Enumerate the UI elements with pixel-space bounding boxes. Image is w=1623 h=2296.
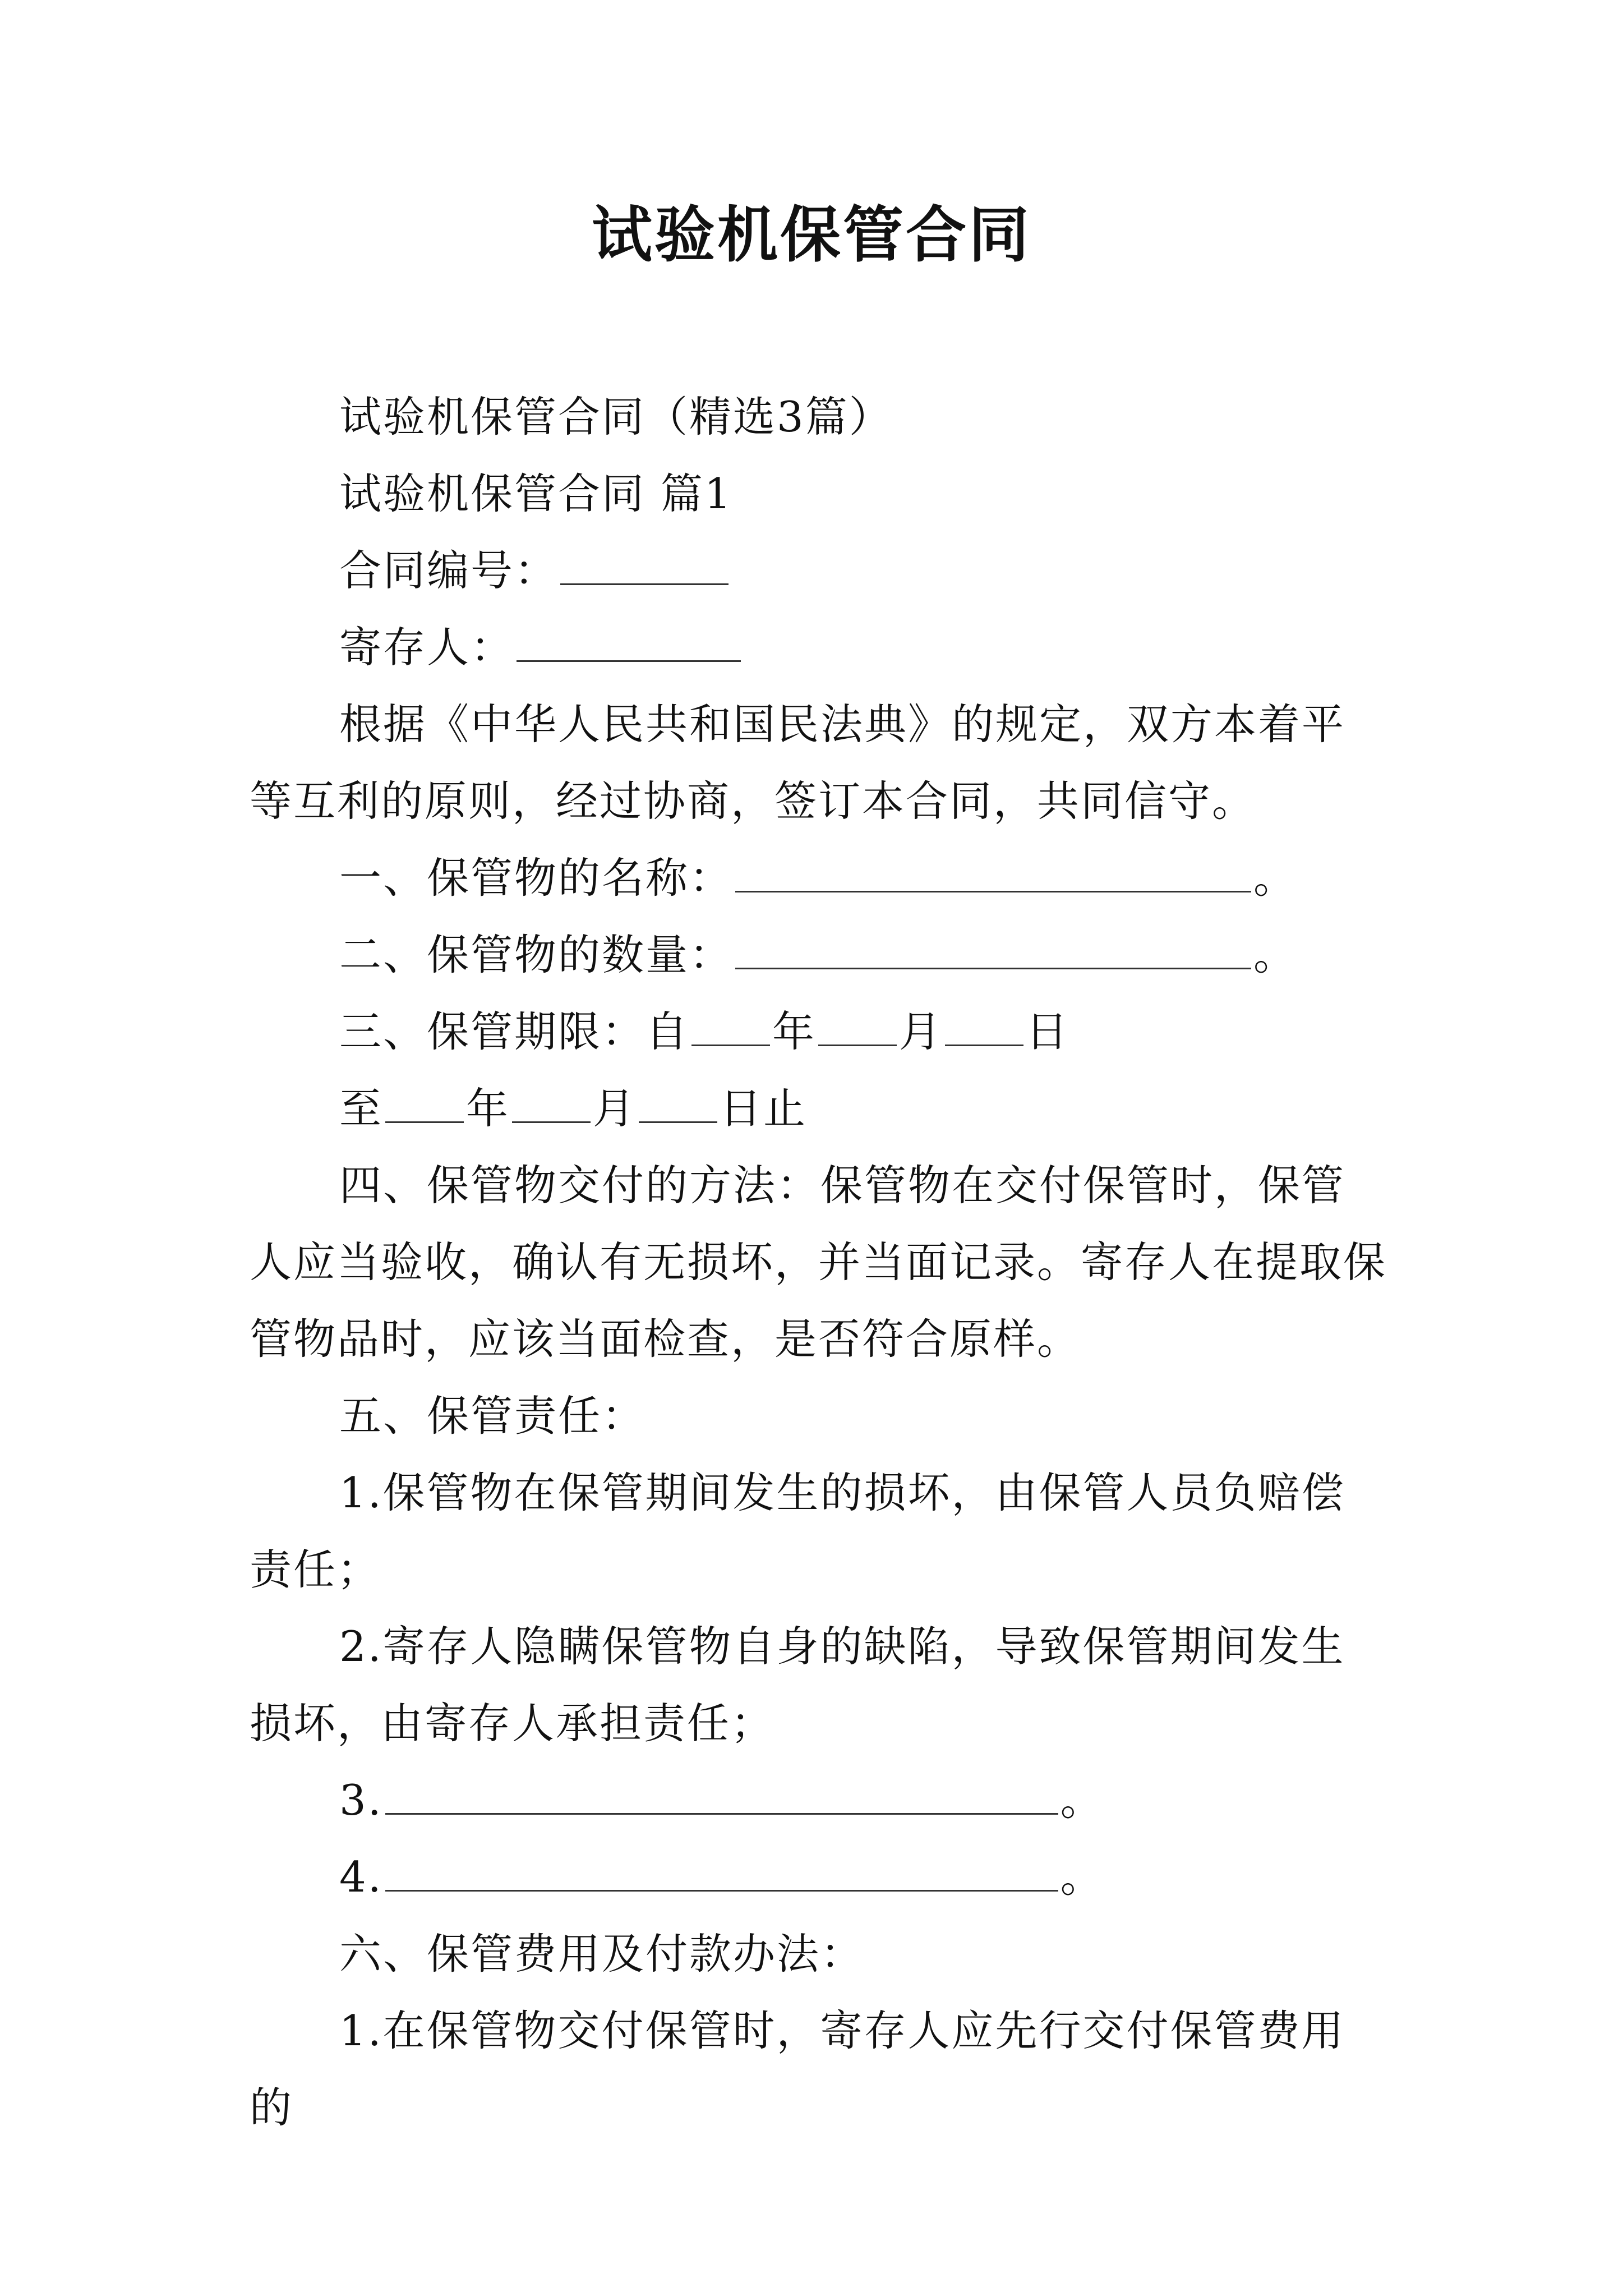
period-label: 三、保管期限：自 [339,1007,690,1056]
item6-heading: 六、保管费用及付款办法： [339,1929,865,1978]
item5-heading: 五、保管责任： [339,1391,646,1441]
from-day-blank [945,1007,1023,1046]
subtitle: 试验机保管合同（精选3篇） [339,392,893,441]
to-day-blank [639,1084,717,1123]
depositor-line [250,609,1388,686]
to-day-end-label: 日止 [720,1084,808,1133]
item4-paragraph: 四、保管物交付的方法：保管物在交付保管时，保管人应当验收，确认有无损坏，并当面记录。寄存人在提取保管物品时，应该当面检查，是否符合原样。 [250,1161,1387,1364]
to-year-blank [385,1084,464,1123]
item5-3-blank [385,1776,1058,1815]
item5-clause-4 [250,1839,1388,1916]
document-body [250,379,1388,2146]
from-day-label: 日 [1026,1007,1070,1056]
from-year-label: 年 [772,1007,817,1056]
to-year-label: 年 [466,1084,510,1133]
item5-4-label: 4. [339,1852,383,1902]
item5-3-label: 3. [339,1775,383,1825]
item5-clause-3 [250,1762,1388,1839]
contract-number-line [250,532,1388,609]
item1-end: 。 [1253,853,1298,903]
to-month-blank [512,1084,591,1123]
contract-number-label: 合同编号： [339,546,559,595]
from-month-label: 月 [899,1007,943,1056]
depositor-blank [517,623,741,662]
item5-3-end: 。 [1060,1775,1104,1825]
item1-line [250,840,1388,917]
item2-label: 二、保管物的数量： [339,930,734,979]
item2-line [250,917,1388,993]
to-month-label: 月 [593,1084,637,1133]
document-title: 试验机保管合同 [591,200,1031,270]
intro-paragraph: 根据《中华人民共和国民法典》的规定，双方本着平等互利的原则，经过协商，签订本合同，共同信守。 [250,700,1346,826]
item1-blank [735,854,1251,892]
item6-clause-1: 1.在保管物交付保管时，寄存人应先行交付保管费用的 [250,2006,1345,2132]
depositor-label: 寄存人： [339,623,515,672]
item5-clause-2: 2.寄存人隐瞒保管物自身的缺陷，导致保管期间发生损坏，由寄存人承担责任； [250,1622,1345,1748]
contract-number-blank [560,546,728,585]
section-heading: 试验机保管合同 篇1 [339,469,733,518]
period-from-line [250,993,1388,1070]
to-label: 至 [339,1084,384,1133]
item5-clause-1: 1.保管物在保管期间发生的损坏，由保管人员负赔偿责任； [250,1468,1345,1594]
item1-label: 一、保管物的名称： [339,853,734,903]
period-to-line [250,1070,1388,1147]
from-year-blank [691,1007,770,1046]
item2-end: 。 [1253,930,1298,979]
item5-4-blank [385,1853,1058,1892]
item2-blank [735,931,1251,969]
item5-4-end: 。 [1060,1852,1104,1902]
from-month-blank [818,1007,897,1046]
